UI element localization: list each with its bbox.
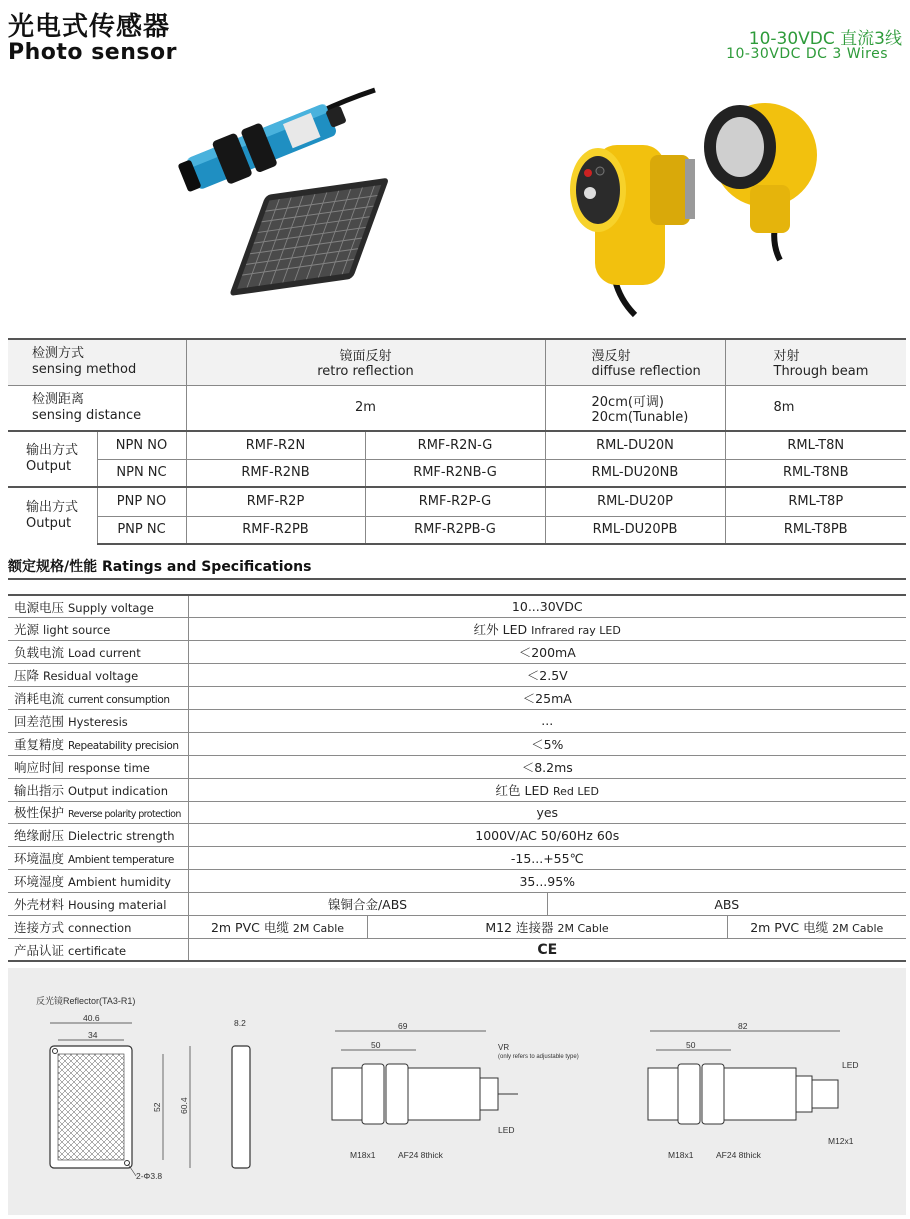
- reflector-side-view: [232, 1046, 250, 1168]
- spec-row: 环境温度 Ambient temperature -15...+55℃: [8, 847, 906, 870]
- spec-row: 回差范围 Hysteresis ...: [8, 709, 906, 732]
- af24-label-a: AF24 8thick: [398, 1150, 443, 1160]
- model-code: RML-DU20N: [545, 431, 725, 459]
- m18-label-b: M18x1: [668, 1150, 694, 1160]
- spec-row: 输出指示 Output indication 红色 LED Red LED: [8, 778, 906, 801]
- spec-row: 响应时间 response time ＜8.2ms: [8, 755, 906, 778]
- m18-label-a: M18x1: [350, 1150, 376, 1160]
- reflector-title: 反光镜Reflector(TA3-R1): [36, 996, 136, 1006]
- retro-reflection-header: 镜面反射 retro reflection: [186, 339, 545, 385]
- sensor-m12-drawing: [648, 1064, 838, 1124]
- model-code: RML-DU20P: [545, 487, 725, 516]
- model-code: RMF-R2P-G: [365, 487, 545, 516]
- model-code: RMF-R2PB-G: [365, 516, 545, 544]
- model-code: RML-DU20NB: [545, 459, 725, 487]
- yellow-sensors-photo: [560, 85, 830, 320]
- model-code: RML-T8NB: [725, 459, 906, 487]
- dimension-drawings: [8, 968, 906, 1215]
- model-code: RML-T8PB: [725, 516, 906, 544]
- dim-8-2: 8.2: [234, 1018, 246, 1028]
- spec-row: 光源 light source 红外 LED Infrared ray LED: [8, 618, 906, 641]
- dim-52: 52: [152, 1102, 162, 1112]
- pnp-output-label: 输出方式 Output: [8, 487, 97, 544]
- beam-distance: 8m: [725, 385, 906, 431]
- pnp-no-label: PNP NO: [97, 487, 186, 516]
- model-code: RMF-R2NB: [186, 459, 365, 487]
- af24-label-b: AF24 8thick: [716, 1150, 761, 1160]
- page-title-cn: 光电式传感器: [8, 12, 171, 42]
- through-beam-header: 对射 Through beam: [725, 339, 906, 385]
- spec-row: 重复精度 Repeatability precision ＜5%: [8, 732, 906, 755]
- led-label-b: LED: [842, 1060, 859, 1070]
- model-code: RMF-R2N: [186, 431, 365, 459]
- model-code: RMF-R2N-G: [365, 431, 545, 459]
- model-code: RMF-R2PB: [186, 516, 365, 544]
- model-code: RMF-R2NB-G: [365, 459, 545, 487]
- vr-note: (only refers to adjustable type): [498, 1054, 579, 1060]
- dim-82: 82: [738, 1021, 748, 1031]
- spec-row: 消耗电流 current consumption ＜25mA: [8, 687, 906, 710]
- model-code: RML-DU20PB: [545, 516, 725, 544]
- sensor-diffuse-drawing: [332, 1064, 518, 1124]
- spec-row-housing: 外壳材料 Housing material 镍铜合金/ABS ABS: [8, 893, 906, 916]
- page-title-en: Photo sensor: [8, 40, 177, 65]
- dim-60-4: 60.4: [179, 1097, 189, 1114]
- spec-row: 压降 Residual voltage ＜2.5V: [8, 664, 906, 687]
- pnp-nc-label: PNP NC: [97, 516, 186, 544]
- spec-row: 极性保护 Reverse polarity protection yes: [8, 801, 906, 824]
- voltage-label-cn: 10-30VDC 直流3线: [748, 29, 902, 49]
- model-table: [8, 338, 906, 545]
- specs-heading: 额定规格/性能 Ratings and Specifications: [8, 559, 312, 575]
- voltage-label-en: 10-30VDC DC 3 Wires: [726, 46, 888, 62]
- retro-distance: 2m: [186, 385, 545, 431]
- hole-note: 2-Φ3.8: [136, 1171, 163, 1181]
- diffuse-distance: 20cm(可调) 20cm(Tunable): [545, 385, 725, 431]
- npn-nc-label: NPN NC: [97, 459, 186, 487]
- dim-50-a: 50: [371, 1040, 381, 1050]
- specs-table: [8, 594, 906, 962]
- ce-mark: CE: [188, 938, 906, 961]
- spec-row-certificate: 产品认证 certificate CE: [8, 938, 906, 961]
- spec-row: 电源电压 Supply voltage 10...30VDC: [8, 595, 906, 618]
- spec-row: 绝缘耐压 Dielectric strength 1000V/AC 50/60Hz 60s: [8, 824, 906, 847]
- dim-40-6: 40.6: [83, 1013, 100, 1023]
- specs-heading-rule: [8, 578, 906, 580]
- dim-69: 69: [398, 1021, 408, 1031]
- spec-row: 负载电流 Load current ＜200mA: [8, 641, 906, 664]
- model-code: RML-T8P: [725, 487, 906, 516]
- vr-label: VR: [498, 1043, 510, 1052]
- spec-row: 环境湿度 Ambient humidity 35...95%: [8, 870, 906, 893]
- sensing-method-label: 检测方式 sensing method: [8, 339, 186, 385]
- npn-no-label: NPN NO: [97, 431, 186, 459]
- sensing-distance-label: 检测距离 sensing distance: [8, 385, 186, 431]
- model-code: RML-T8N: [725, 431, 906, 459]
- spec-row-connection: 连接方式 connection 2m PVC 电缆 2M Cable M12 连接器 2M Cable 2m PVC 电缆 2M Cable: [8, 915, 906, 938]
- dim-34: 34: [88, 1030, 98, 1040]
- cylindrical-sensor-and-reflector-photo: [170, 82, 440, 317]
- dim-50-b: 50: [686, 1040, 696, 1050]
- model-code: RMF-R2P: [186, 487, 365, 516]
- npn-output-label: 输出方式 Output: [8, 431, 97, 487]
- led-label-a: LED: [498, 1125, 515, 1135]
- m12-label: M12x1: [828, 1136, 854, 1146]
- diffuse-reflection-header: 漫反射 diffuse reflection: [545, 339, 725, 385]
